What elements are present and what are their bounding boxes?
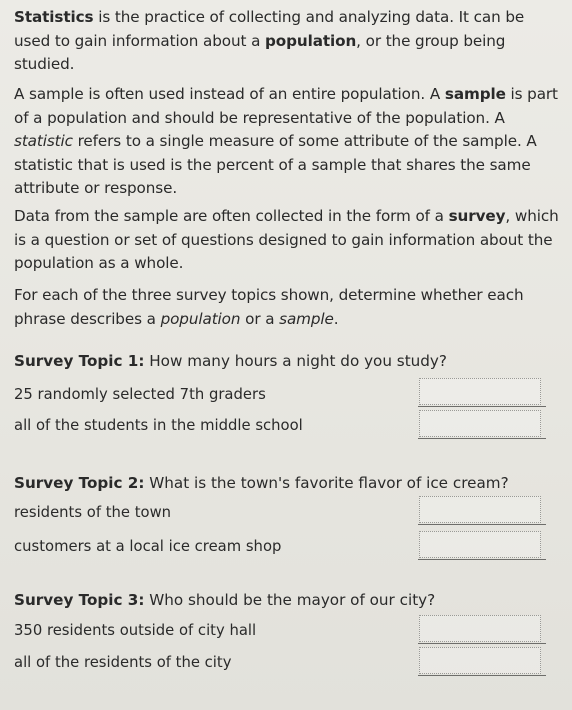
text-span: A sample is often used instead of an entire population. A [14,85,445,103]
answer-box-topic-2-option-2[interactable] [419,531,541,558]
term-statistics: Statistics [14,8,94,26]
instructions-paragraph [14,284,562,331]
topic-1-option-1: 25 randomly selected 7th graders [14,386,266,403]
text-span: . [333,309,339,328]
topic-3-option-1: 350 residents outside of city hall [14,622,257,639]
term-survey: survey [448,207,506,225]
answer-box-topic-1-option-1[interactable] [419,378,541,405]
text-span: refers to a single measure of some attribute of the sample. A statistic that is used is the percent of a sample that shares the same attribute or response. [14,132,537,197]
text-span: , which is a question or set of questions designed to gain information about the population as a whole. [14,207,559,272]
topic-question: What is the town's favorite flavor of ice cream? [144,474,509,492]
term-sample: sample [444,85,506,103]
topic-label: Survey Topic 1: [14,352,145,370]
survey-topic-2-heading [14,472,562,494]
word-sample: sample [279,309,334,328]
text-span: or a [240,309,280,328]
term-statistic: statistic [14,132,73,150]
text-span: is the practice of collecting and analyzing data. It can be used to gain information about a [14,8,525,50]
survey-topic-1-heading [14,350,562,372]
word-population: population [160,309,241,328]
topic-3-option-2: all of the residents of the city [14,654,232,671]
topic-2-option-1: residents of the town [14,504,172,521]
answer-box-topic-3-option-1[interactable] [419,615,541,642]
text-span: For each of the three survey topics shown, determine whether each phrase describes a [14,286,524,328]
intro-paragraph-sample [14,83,562,201]
topic-1-option-2: all of the students in the middle school [14,417,303,434]
topic-question: How many hours a night do you study? [144,352,447,370]
intro-paragraph-survey [14,205,562,276]
topic-question: Who should be the mayor of our city? [144,591,436,609]
text-span: Data from the sample are often collected in the form of a [14,207,449,225]
topic-label: Survey Topic 3: [14,591,145,609]
text-span: , or the group being studied. [14,31,506,73]
survey-topic-3-heading [14,589,562,611]
answer-box-topic-2-option-1[interactable] [419,496,541,523]
answer-box-topic-3-option-2[interactable] [419,647,541,674]
term-population: population [265,31,357,50]
topic-label: Survey Topic 2: [14,474,145,492]
topic-2-option-2: customers at a local ice cream shop [14,538,282,555]
intro-paragraph-statistics [14,6,562,77]
answer-box-topic-1-option-2[interactable] [419,410,541,437]
text-span: is part of a population and should be representative of the population. A [14,85,558,127]
